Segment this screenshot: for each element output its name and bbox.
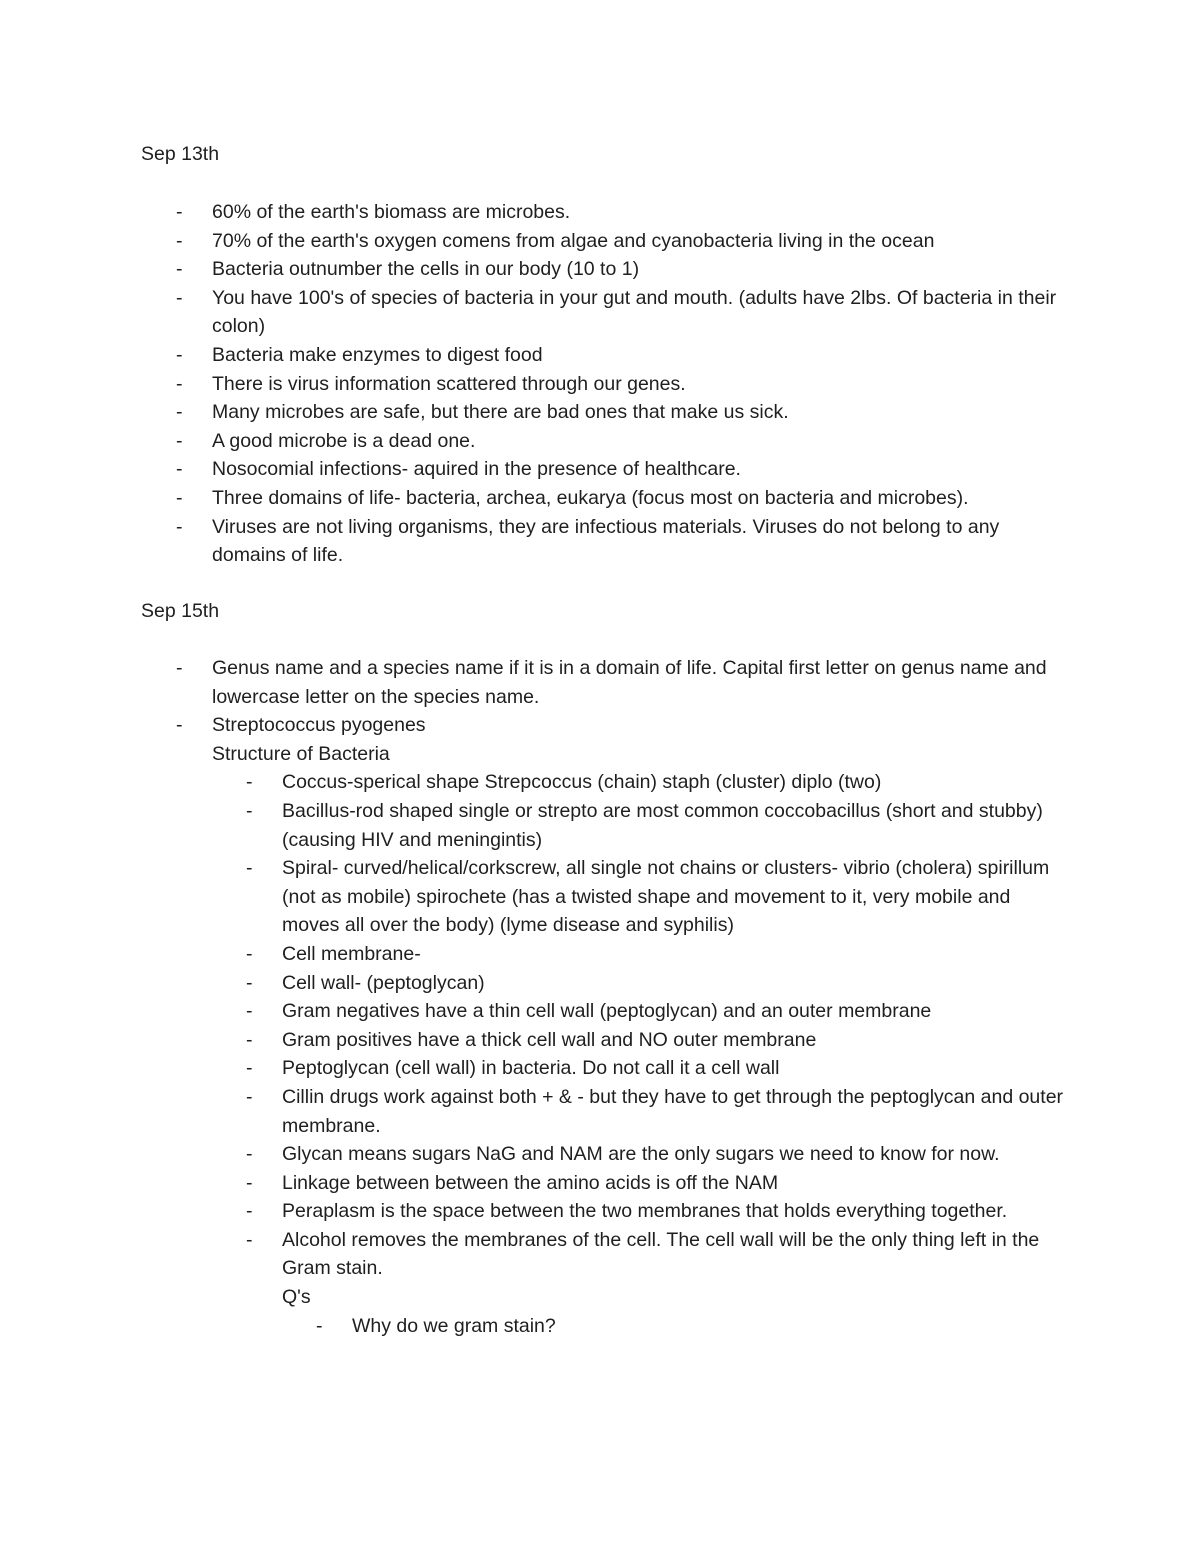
- list-item: - Cell membrane-: [282, 940, 1072, 969]
- questions-heading: Q's: [282, 1286, 311, 1309]
- list-item: - Coccus-sperical shape Strepcoccus (chain) staph (cluster) diplo (two): [282, 768, 1072, 797]
- subsection-heading-structure-of-bacteria: Structure of Bacteria: [212, 742, 390, 765]
- list-item: - 60% of the earth's biomass are microbes.: [212, 198, 1072, 227]
- list-item: - Streptococcus pyogenes: [212, 711, 1072, 740]
- list-item: - Bacillus-rod shaped single or strepto are most common coccobacillus (short and stubby) (causing HIV and meningintis): [282, 797, 1072, 854]
- list-item: - Nosocomial infections- aquired in the presence of healthcare.: [212, 455, 1072, 484]
- list-item: - Why do we gram stain?: [352, 1312, 1072, 1341]
- list-item: - Bacteria make enzymes to digest food: [212, 341, 1072, 370]
- list-item: - Linkage between between the amino acids is off the NAM: [282, 1169, 1072, 1198]
- list-item: - Three domains of life- bacteria, archea, eukarya (focus most on bacteria and microbes).: [212, 484, 1072, 513]
- list-item: - Peraplasm is the space between the two membranes that holds everything together.: [282, 1197, 1072, 1226]
- list-item: - Spiral- curved/helical/corkscrew, all single not chains or clusters- vibrio (cholera) spirillum (not as mobile) spirochete (has a twisted shape and movement to it, very mobile and moves all over the body) (lyme disease and syphilis): [282, 854, 1072, 940]
- list-item: - A good microbe is a dead one.: [212, 427, 1072, 456]
- list-item: - Gram negatives have a thin cell wall (peptoglycan) and an outer membrane: [282, 997, 1072, 1026]
- list-item: - Cell wall- (peptoglycan): [282, 969, 1072, 998]
- section-heading-sep-13: Sep 13th: [141, 143, 220, 165]
- list-item: - Gram positives have a thick cell wall and NO outer membrane: [282, 1026, 1072, 1055]
- list-item: - Many microbes are safe, but there are bad ones that make us sick.: [212, 398, 1072, 427]
- list-item: - Bacteria outnumber the cells in our body (10 to 1): [212, 255, 1072, 284]
- sublist-container: [212, 768, 1072, 1340]
- list-item: - 70% of the earth's oxygen comens from algae and cyanobacteria living in the ocean: [212, 227, 1072, 256]
- list-item: - There is virus information scattered through our genes.: [212, 370, 1072, 399]
- section-heading-sep-15: Sep 15th: [141, 600, 220, 622]
- list-item: - You have 100's of species of bacteria in your gut and mouth. (adults have 2lbs. Of bacteria in their colon): [212, 284, 1072, 341]
- structure-of-bacteria-list: [212, 768, 1072, 1340]
- list-item: - Alcohol removes the membranes of the cell. The cell wall will be the only thing left in the Gram stain.: [282, 1226, 1072, 1283]
- list-item: - Cillin drugs work against both + & - but they have to get through the peptoglycan and outer membrane.: [282, 1083, 1072, 1140]
- list-item: - Peptoglycan (cell wall) in bacteria. Do not call it a cell wall: [282, 1054, 1072, 1083]
- list-item: - Genus name and a species name if it is in a domain of life. Capital first letter on genus name and lowercase letter on the species name.: [212, 654, 1072, 711]
- questions-container: [282, 1312, 1072, 1341]
- list-item: - Viruses are not living organisms, they are infectious materials. Viruses do not belong to any domains of life.: [212, 513, 1072, 570]
- notes-list-sep-15: [212, 654, 1072, 1340]
- list-item: - Glycan means sugars NaG and NAM are the only sugars we need to know for now.: [282, 1140, 1072, 1169]
- notes-list-sep-13: [212, 198, 1072, 570]
- questions-list: [282, 1312, 1072, 1341]
